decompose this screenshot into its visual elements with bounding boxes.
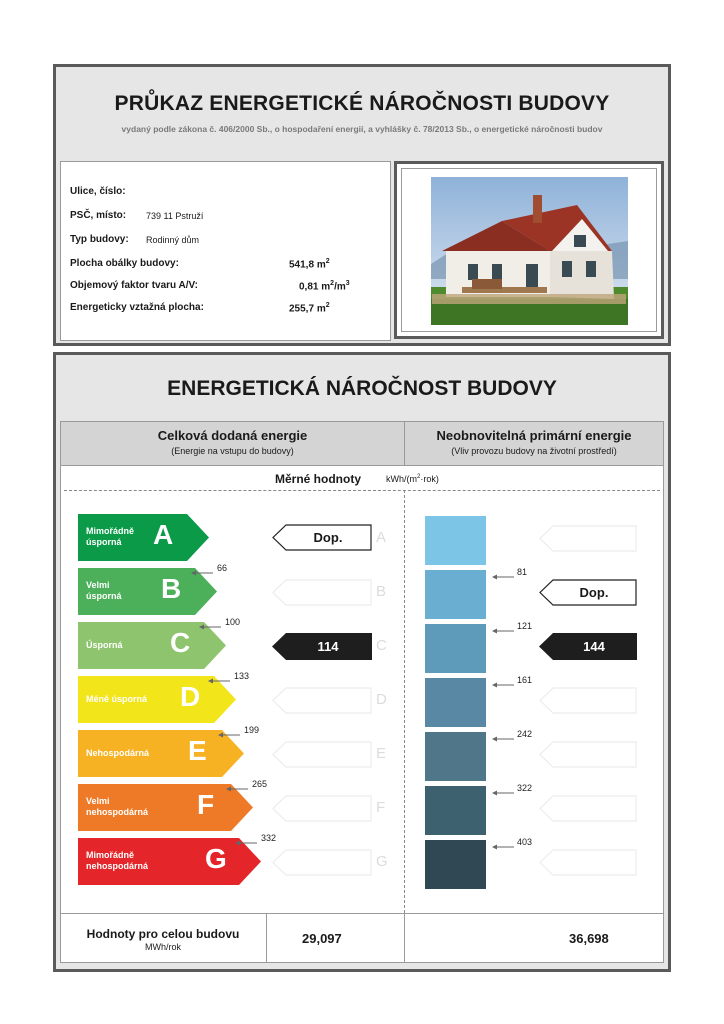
- footer-column-divider: [266, 913, 267, 962]
- empty-marker-slot: [539, 741, 637, 773]
- class-label-line: nehospodárná: [86, 861, 149, 871]
- class-label: [86, 694, 147, 705]
- threshold-value: 66: [217, 563, 228, 573]
- building-type-label: Typ budovy:: [70, 234, 129, 245]
- shape-factor-label: Objemový faktor tvaru A/V:: [70, 280, 198, 291]
- class-label: [86, 796, 148, 818]
- primary-class-block: [425, 786, 486, 835]
- energy-class-a: [78, 514, 209, 561]
- empty-marker-shape: [272, 687, 372, 714]
- class-label: [86, 850, 148, 872]
- arrow-left-icon: [492, 573, 514, 581]
- threshold-arrow-icon: [226, 780, 248, 798]
- threshold-arrow-icon: [492, 622, 514, 640]
- arrow-left-icon: [492, 843, 514, 851]
- ghost-class-letter: A: [376, 529, 387, 546]
- class-label-line: úsporná: [86, 591, 122, 601]
- footer-delivered-value: 29,097: [302, 931, 342, 946]
- class-label: [86, 640, 123, 651]
- threshold-arrow-icon: [492, 568, 514, 586]
- class-label-line: Mimořádně: [86, 526, 135, 536]
- left-reference-marker: [272, 524, 372, 551]
- class-label-line: Nehospodárná: [86, 748, 150, 758]
- arrow-left-icon: [492, 627, 514, 635]
- empty-marker-slot: [272, 687, 372, 719]
- ghost-class-letter: F: [376, 799, 386, 816]
- arrow-left-icon: [191, 569, 213, 577]
- threshold-arrow-icon: [191, 564, 213, 582]
- threshold-arrow-icon: [208, 672, 230, 690]
- shape-factor-value: 0,81 $m^2/m^3$: [299, 280, 350, 293]
- reference-area-label: Energeticky vztažná plocha:: [70, 302, 204, 313]
- empty-marker-slot: [539, 795, 637, 827]
- column-divider: [404, 490, 405, 913]
- right-reference-marker: [539, 579, 637, 606]
- document-subtitle: vydaný podle zákona č. 406/2000 Sb., o hospodaření energií, a vyhlášky č. 78/2013 Sb., o energetické náročnosti budov: [121, 124, 603, 134]
- empty-marker-shape: [539, 525, 637, 552]
- class-label-line: nehospodárná: [86, 807, 149, 817]
- threshold-arrow-icon: [492, 676, 514, 694]
- footer-unit: MWh/rok: [145, 942, 181, 952]
- threshold-value: 133: [234, 671, 250, 681]
- threshold-arrow-icon: [492, 730, 514, 748]
- arrow-left-icon: [492, 735, 514, 743]
- envelope-area-label: Plocha obálky budovy:: [70, 258, 179, 269]
- threshold-value: 199: [244, 725, 260, 735]
- footer-label: Hodnoty pro celou budovu: [86, 927, 240, 941]
- arrow-left-icon: [226, 785, 248, 793]
- empty-marker-shape: [272, 795, 372, 822]
- empty-marker-slot: [272, 579, 372, 611]
- arrow-left-icon: [235, 839, 257, 847]
- envelope-area-value: 541,8 $m^2$: [289, 258, 330, 271]
- class-letter: F: [197, 789, 215, 820]
- class-label-line: úsporná: [86, 537, 122, 547]
- ghost-class-letter: E: [376, 745, 387, 762]
- class-letter: D: [180, 681, 201, 712]
- primary-energy-subtitle: (Vliv provozu budovy na životní prostředí): [451, 446, 617, 456]
- units-text: kWh/$(m^2\cdot rok)$: [386, 474, 439, 484]
- column-header-delivered: [61, 422, 404, 466]
- photo-container: [401, 168, 657, 332]
- class-label-line: Úsporná: [86, 640, 123, 650]
- threshold-value: 265: [252, 779, 268, 789]
- empty-marker-slot: [272, 741, 372, 773]
- units-divider: [64, 490, 660, 491]
- primary-class-block: [425, 516, 486, 565]
- units-title: Měrné hodnoty: [275, 472, 361, 486]
- footer-divider: [61, 913, 663, 914]
- threshold-arrow-icon: [492, 838, 514, 856]
- empty-marker-shape: [539, 795, 637, 822]
- threshold-value: 242: [517, 729, 533, 739]
- right-reference-label: Dop.: [579, 585, 609, 600]
- class-label-line: Mimořádně: [86, 850, 135, 860]
- threshold-value: 81: [517, 567, 528, 577]
- arrow-left-icon: [492, 681, 514, 689]
- building-type-value: Rodinný dům: [146, 235, 200, 245]
- house-photo: [402, 169, 656, 331]
- psc-label: PSČ, místo:: [70, 210, 127, 221]
- class-letter: G: [205, 843, 227, 874]
- primary-class-block: [425, 732, 486, 781]
- threshold-value: 322: [517, 783, 533, 793]
- threshold-arrow-icon: [492, 784, 514, 802]
- arrow-left-icon: [492, 789, 514, 797]
- empty-marker-slot: [272, 795, 372, 827]
- class-label: [86, 526, 134, 548]
- threshold-value: 332: [261, 833, 277, 843]
- class-label: [86, 580, 122, 602]
- left-value-marker: [272, 633, 372, 660]
- empty-marker-shape: [272, 579, 372, 606]
- delivered-energy-subtitle: (Energie na vstupu do budovy): [171, 446, 294, 456]
- primary-energy-title: Neobnovitelná primární energie: [436, 428, 632, 443]
- empty-marker-shape: [272, 849, 372, 876]
- left-reference-label: Dop.: [313, 530, 343, 545]
- ghost-class-letter: C: [376, 637, 387, 654]
- section-title: ENERGETICKÁ NÁROČNOST BUDOVY: [167, 377, 557, 400]
- threshold-value: 161: [517, 675, 533, 685]
- empty-marker-shape: [539, 849, 637, 876]
- primary-class-block: [425, 570, 486, 619]
- arrow-left-icon: [208, 677, 230, 685]
- arrow-left-icon: [218, 731, 240, 739]
- energy-class-g: [78, 838, 261, 885]
- threshold-value: 403: [517, 837, 533, 847]
- threshold-arrow-icon: [218, 726, 240, 744]
- empty-marker-slot: [539, 849, 637, 881]
- street-label: Ulice, číslo:: [70, 186, 126, 197]
- column-header-primary: [404, 422, 663, 466]
- ghost-class-letter: B: [376, 583, 387, 600]
- arrow-left-icon: [199, 623, 221, 631]
- footer-column-divider: [404, 913, 405, 962]
- document-title: PRŮKAZ ENERGETICKÉ NÁROČNOSTI BUDOVY: [114, 92, 610, 115]
- threshold-arrow-icon: [235, 834, 257, 852]
- delivered-energy-title: Celková dodaná energie: [157, 428, 308, 443]
- class-letter: B: [161, 573, 182, 604]
- class-letter: A: [153, 519, 174, 550]
- class-label-line: Velmi: [86, 580, 110, 590]
- class-label-line: Méně úsporná: [86, 694, 148, 704]
- ghost-class-letter: D: [376, 691, 387, 708]
- class-label-line: Velmi: [86, 796, 110, 806]
- empty-marker-slot: [272, 849, 372, 881]
- ghost-class-letter: G: [376, 853, 388, 870]
- building-info-box: [60, 161, 391, 341]
- primary-class-block: [425, 678, 486, 727]
- threshold-value: 121: [517, 621, 533, 631]
- threshold-value: 100: [225, 617, 241, 627]
- right-value-marker: [539, 633, 637, 660]
- primary-class-block: [425, 624, 486, 673]
- empty-marker-slot: [539, 525, 637, 557]
- class-letter: E: [188, 735, 207, 766]
- threshold-arrow-icon: [199, 618, 221, 636]
- empty-marker-slot: [539, 687, 637, 719]
- right-value-label: 144: [583, 639, 605, 654]
- empty-marker-shape: [539, 741, 637, 768]
- empty-marker-shape: [539, 687, 637, 714]
- empty-marker-shape: [272, 741, 372, 768]
- left-value-label: 114: [317, 639, 339, 654]
- primary-class-block: [425, 840, 486, 889]
- psc-value: 739 11 Pstruží: [146, 211, 204, 221]
- footer-primary-value: 36,698: [569, 931, 609, 946]
- class-label: [86, 748, 149, 759]
- class-letter: C: [170, 627, 191, 658]
- reference-area-value: 255,7 $m^2$: [289, 302, 330, 315]
